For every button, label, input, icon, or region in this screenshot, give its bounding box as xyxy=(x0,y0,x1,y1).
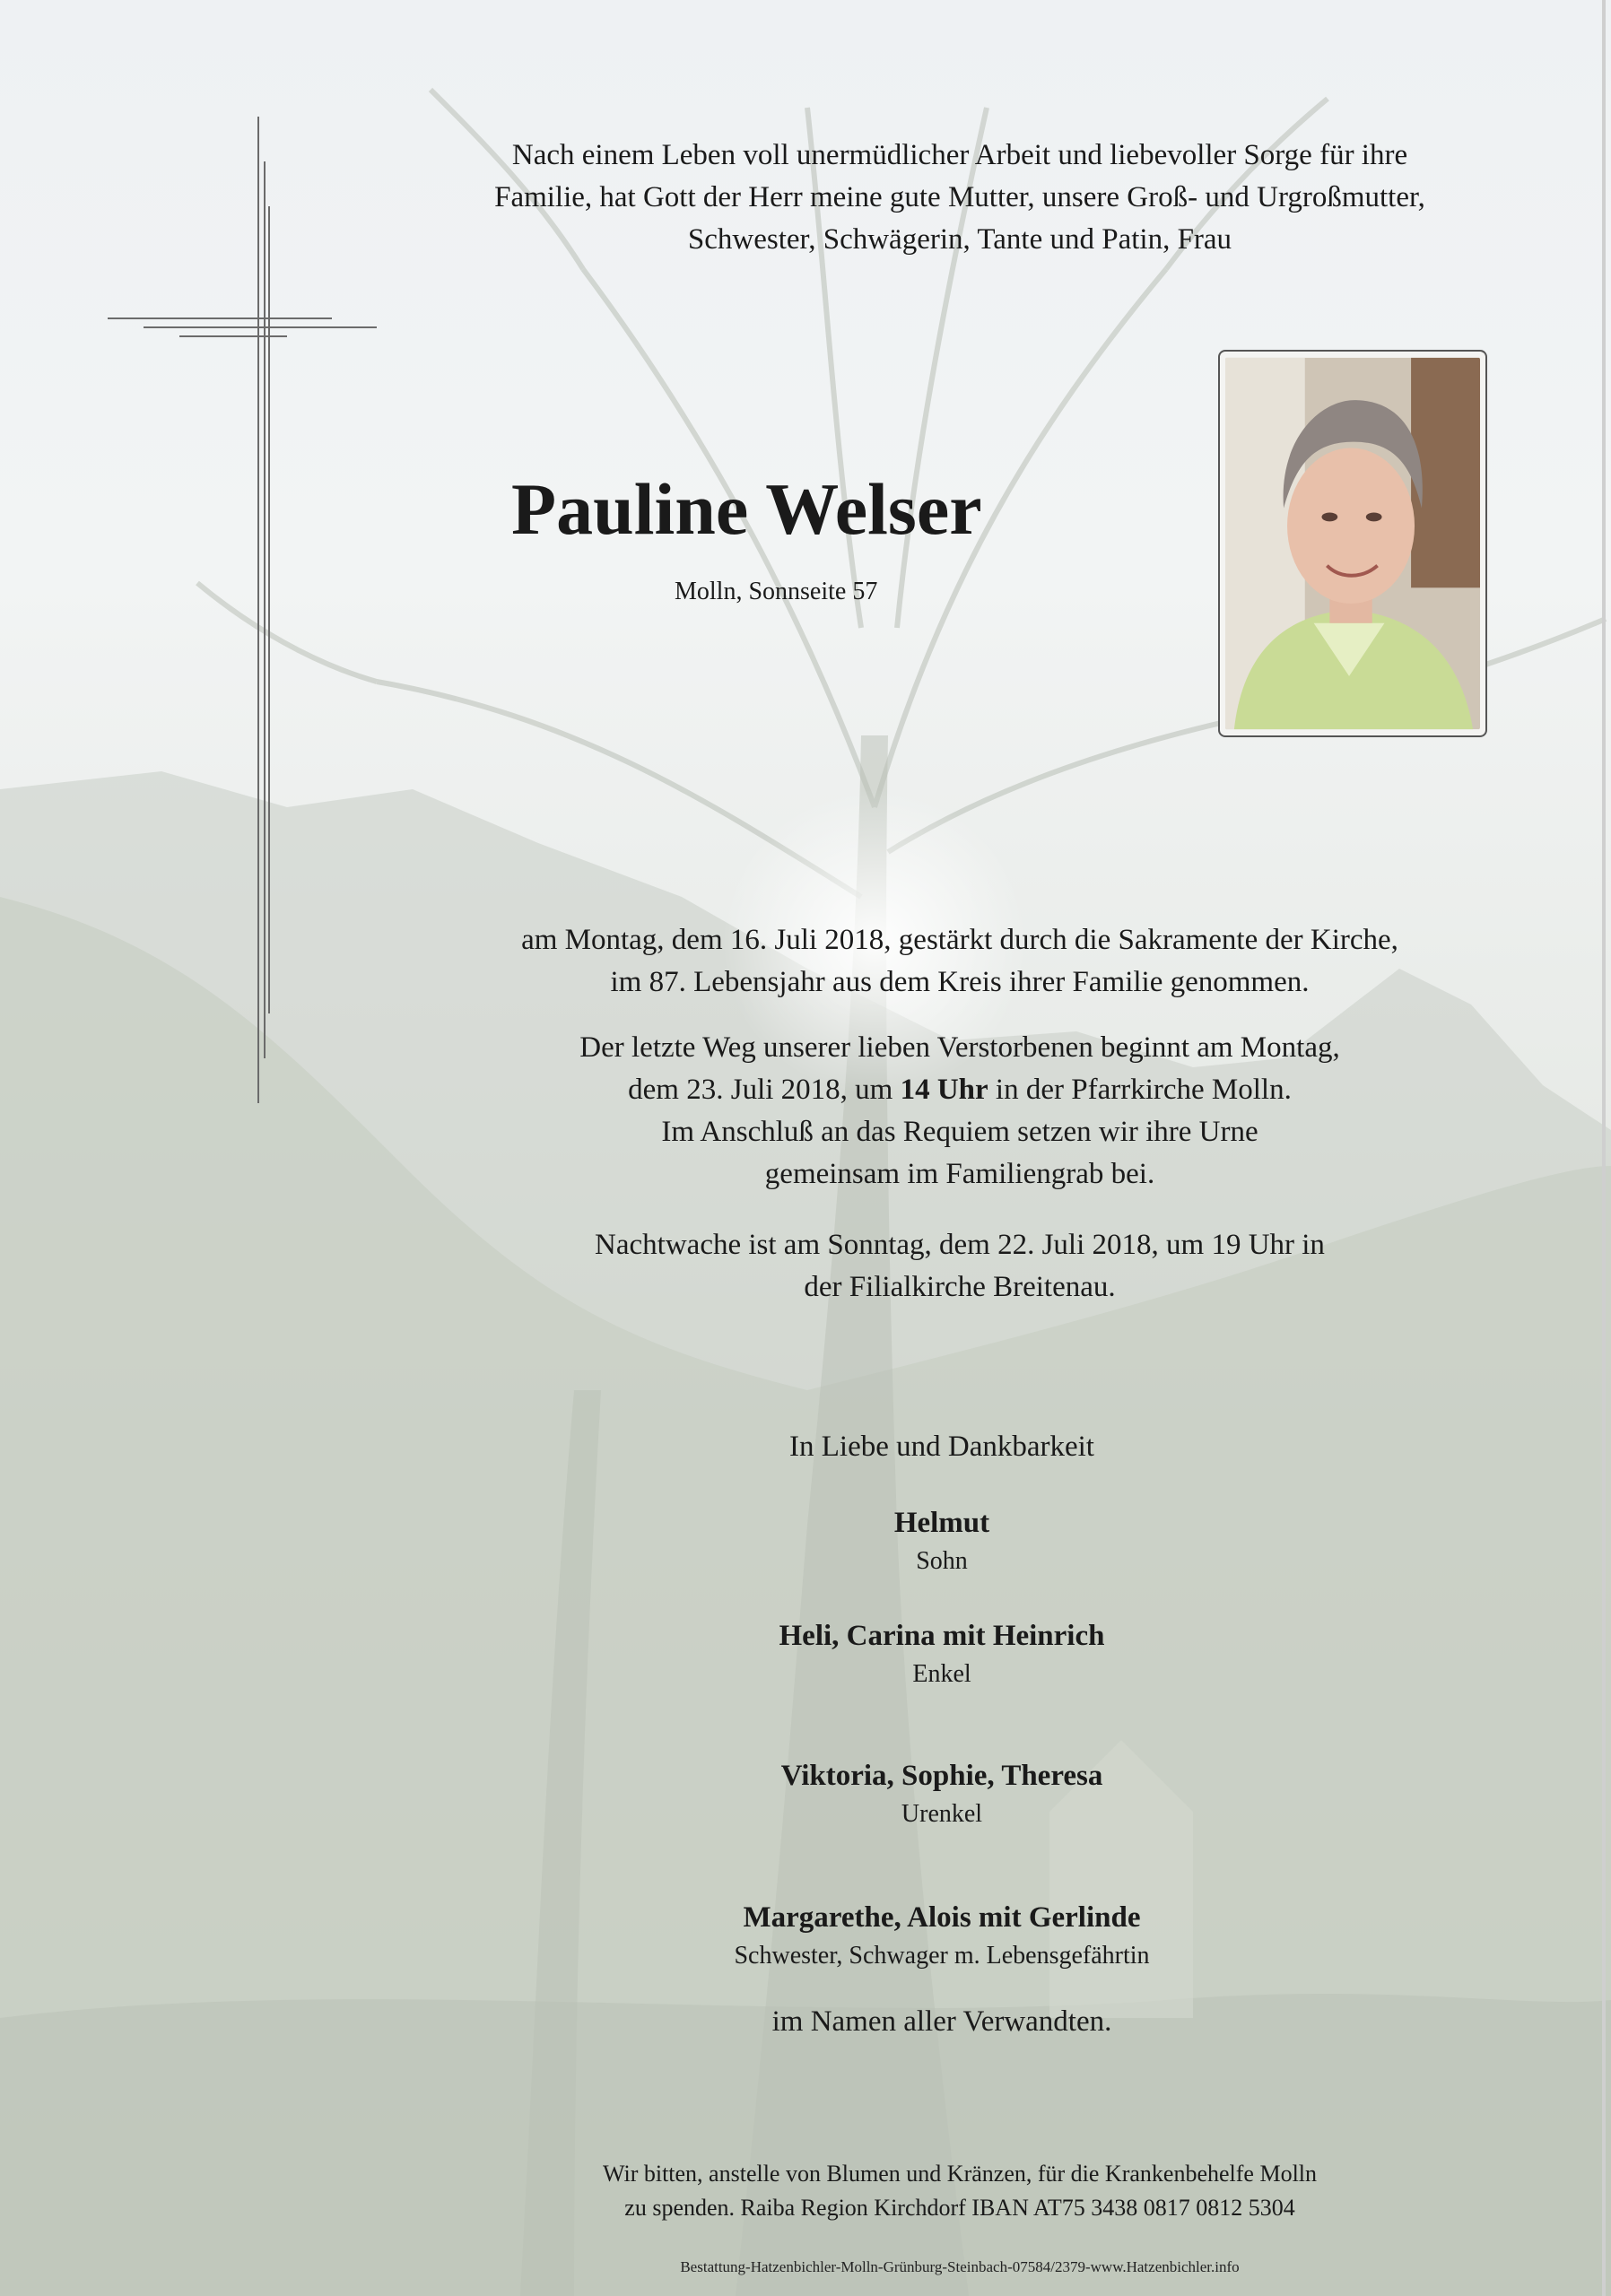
cross-icon xyxy=(108,117,395,1103)
deceased-name: Pauline Welser xyxy=(511,468,982,550)
mourner-relation: Enkel xyxy=(912,1660,971,1688)
mourner-names: Margarethe, Alois mit Gerlinde xyxy=(743,1901,1141,1934)
funeral-place-text: in der Pfarrkirche Molln. xyxy=(988,1074,1292,1106)
mourner-entry xyxy=(448,1897,1435,1974)
vigil-details xyxy=(377,1224,1543,1309)
page-border xyxy=(1602,0,1606,2296)
death-notice xyxy=(377,919,1543,1004)
funeral-home-footer: Bestattung-Hatzenbichler-Molln-Grünburg-Steinbach-07584/2379-www.Hatzenbichler.info xyxy=(680,2258,1240,2275)
mourner-entry xyxy=(448,1502,1435,1579)
intro-text xyxy=(386,135,1534,261)
intro-line: Familie, hat Gott der Herr meine gute Mutter, unsere Groß- und Urgroßmutter, xyxy=(494,181,1425,213)
funeral-details xyxy=(377,1027,1543,1196)
mourners-closing: im Namen aller Verwandten. xyxy=(771,2005,1112,2038)
funeral-line: Im Anschluß an das Requiem setzen wir ihre Urne xyxy=(661,1116,1258,1148)
funeral-time: 14 Uhr xyxy=(900,1074,988,1106)
death-line: am Montag, dem 16. Juli 2018, gestärkt durch die Sakramente der Kirche, xyxy=(521,924,1398,956)
mourner-relation: Urenkel xyxy=(901,1800,983,1828)
death-line: im 87. Lebensjahr aus dem Kreis ihrer Familie genommen. xyxy=(610,966,1310,998)
mourner-names: Heli, Carina mit Heinrich xyxy=(779,1620,1105,1652)
vigil-line: Nachtwache ist am Sonntag, dem 22. Juli 2018, um 19 Uhr in xyxy=(595,1229,1325,1261)
mourner-relation: Sohn xyxy=(916,1547,968,1575)
intro-line: Schwester, Schwägerin, Tante und Patin, Frau xyxy=(687,223,1232,256)
funeral-date-text: dem 23. Juli 2018, um xyxy=(628,1074,901,1106)
portrait-photo xyxy=(1218,350,1487,737)
funeral-line: Der letzte Weg unserer lieben Verstorbenen beginnt am Montag, xyxy=(579,1031,1340,1064)
vigil-line: der Filialkirche Breitenau. xyxy=(804,1271,1116,1303)
portrait-image xyxy=(1225,357,1480,730)
mourners-section xyxy=(448,1426,1435,2043)
donation-request xyxy=(377,2157,1543,2225)
request-line: Wir bitten, anstelle von Blumen und Kränzen, für die Krankenbehelfe Molln xyxy=(602,2161,1318,2187)
request-line: zu spenden. Raiba Region Kirchdorf IBAN AT75 3438 0817 0812 5304 xyxy=(624,2195,1295,2221)
deceased-address: Molln, Sonnseite 57 xyxy=(675,578,878,605)
funeral-line: gemeinsam im Familiengrab bei. xyxy=(764,1158,1155,1190)
mourner-names: Helmut xyxy=(893,1507,990,1539)
mourner-names: Viktoria, Sophie, Theresa xyxy=(780,1760,1103,1792)
mourner-entry xyxy=(448,1615,1435,1692)
mourners-greeting: In Liebe und Dankbarkeit xyxy=(789,1431,1094,1463)
mourner-entry xyxy=(448,1755,1435,1832)
funeral-line xyxy=(377,1069,1543,1111)
mourner-relation: Schwester, Schwager m. Lebensgefährtin xyxy=(734,1942,1150,1970)
intro-line: Nach einem Leben voll unermüdlicher Arbeit und liebevoller Sorge für ihre xyxy=(511,139,1408,171)
